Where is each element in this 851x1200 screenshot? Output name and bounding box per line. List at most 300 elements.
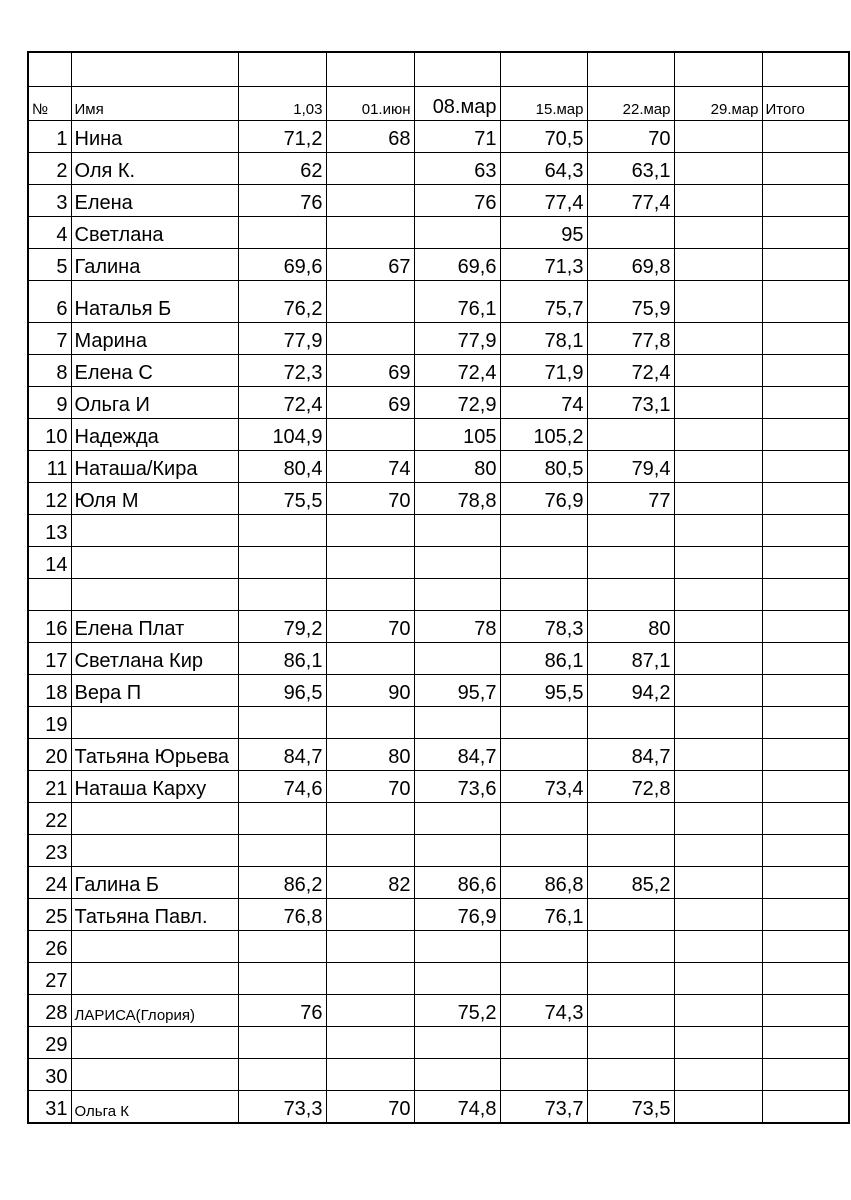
weight-cell[interactable]: 71,3 bbox=[500, 249, 587, 281]
weight-cell[interactable]: 76,9 bbox=[414, 899, 500, 931]
weight-cell[interactable]: 82 bbox=[326, 867, 414, 899]
weight-cell[interactable] bbox=[762, 803, 849, 835]
weight-cell[interactable] bbox=[762, 419, 849, 451]
weight-cell[interactable]: 69,6 bbox=[238, 249, 326, 281]
row-number-cell[interactable]: 2 bbox=[28, 153, 71, 185]
weight-cell[interactable]: 80 bbox=[414, 451, 500, 483]
weight-cell[interactable]: 69,6 bbox=[414, 249, 500, 281]
weight-cell[interactable]: 77,9 bbox=[414, 323, 500, 355]
name-cell[interactable]: Татьяна Павл. bbox=[71, 899, 238, 931]
row-number-cell[interactable]: 13 bbox=[28, 515, 71, 547]
weight-cell[interactable] bbox=[326, 1059, 414, 1091]
weight-cell[interactable] bbox=[762, 323, 849, 355]
name-cell[interactable]: Наташа Карху bbox=[71, 771, 238, 803]
table-row bbox=[28, 483, 849, 515]
weight-cell[interactable] bbox=[674, 547, 762, 579]
weight-cell[interactable] bbox=[762, 611, 849, 643]
weight-cell[interactable]: 68 bbox=[326, 121, 414, 153]
weight-cell[interactable] bbox=[674, 899, 762, 931]
weight-cell[interactable]: 72,4 bbox=[587, 355, 674, 387]
weight-cell[interactable]: 76,1 bbox=[414, 281, 500, 323]
weight-cell[interactable]: 73,1 bbox=[587, 387, 674, 419]
weight-cell[interactable] bbox=[762, 899, 849, 931]
empty-cell[interactable] bbox=[238, 52, 326, 87]
weight-cell[interactable] bbox=[238, 931, 326, 963]
name-cell[interactable]: Галина bbox=[71, 249, 238, 281]
weight-cell[interactable] bbox=[762, 771, 849, 803]
weight-cell[interactable]: 94,2 bbox=[587, 675, 674, 707]
weight-cell[interactable]: 71,9 bbox=[500, 355, 587, 387]
header-date[interactable]: 01.июн bbox=[326, 87, 414, 121]
weight-cell[interactable] bbox=[674, 323, 762, 355]
weight-cell[interactable] bbox=[674, 281, 762, 323]
weight-cell[interactable]: 84,7 bbox=[238, 739, 326, 771]
name-cell[interactable]: Елена bbox=[71, 185, 238, 217]
weight-cell[interactable] bbox=[326, 835, 414, 867]
weight-cell[interactable] bbox=[587, 835, 674, 867]
weight-cell[interactable] bbox=[500, 1027, 587, 1059]
weight-cell[interactable]: 73,5 bbox=[587, 1091, 674, 1123]
weight-cell[interactable]: 75,5 bbox=[238, 483, 326, 515]
row-number-cell[interactable]: 3 bbox=[28, 185, 71, 217]
weight-cell[interactable] bbox=[326, 419, 414, 451]
weight-cell[interactable]: 76,8 bbox=[238, 899, 326, 931]
weight-cell[interactable] bbox=[674, 803, 762, 835]
weight-cell[interactable] bbox=[674, 483, 762, 515]
weight-cell[interactable] bbox=[326, 803, 414, 835]
weight-cell[interactable]: 69,8 bbox=[587, 249, 674, 281]
header-date[interactable]: 29.мар bbox=[674, 87, 762, 121]
weight-cell[interactable] bbox=[762, 707, 849, 739]
weight-cell[interactable] bbox=[762, 547, 849, 579]
weight-cell[interactable] bbox=[326, 515, 414, 547]
name-cell[interactable] bbox=[71, 803, 238, 835]
name-cell[interactable] bbox=[71, 963, 238, 995]
name-cell[interactable]: Елена С bbox=[71, 355, 238, 387]
weight-cell[interactable] bbox=[414, 547, 500, 579]
empty-cell[interactable] bbox=[414, 52, 500, 87]
weight-cell[interactable] bbox=[587, 995, 674, 1027]
weight-cell[interactable] bbox=[762, 483, 849, 515]
weight-cell[interactable] bbox=[326, 579, 414, 611]
row-number-cell[interactable]: 12 bbox=[28, 483, 71, 515]
name-cell[interactable]: Марина bbox=[71, 323, 238, 355]
weight-cell[interactable]: 72,8 bbox=[587, 771, 674, 803]
row-number-cell[interactable]: 21 bbox=[28, 771, 71, 803]
name-cell[interactable]: Ольга К bbox=[71, 1091, 238, 1123]
empty-cell[interactable] bbox=[674, 52, 762, 87]
weight-cell[interactable]: 76 bbox=[238, 185, 326, 217]
row-number-cell[interactable]: 8 bbox=[28, 355, 71, 387]
weight-cell[interactable] bbox=[762, 867, 849, 899]
weight-cell[interactable]: 69 bbox=[326, 355, 414, 387]
weight-cell[interactable] bbox=[238, 547, 326, 579]
weight-cell[interactable]: 76,9 bbox=[500, 483, 587, 515]
weight-cell[interactable] bbox=[238, 835, 326, 867]
weight-cell[interactable]: 104,9 bbox=[238, 419, 326, 451]
weight-cell[interactable]: 86,8 bbox=[500, 867, 587, 899]
weight-cell[interactable] bbox=[414, 963, 500, 995]
weight-cell[interactable] bbox=[674, 419, 762, 451]
weight-cell[interactable]: 78,8 bbox=[414, 483, 500, 515]
weight-cell[interactable] bbox=[674, 451, 762, 483]
weight-cell[interactable] bbox=[326, 1027, 414, 1059]
weight-cell[interactable]: 70 bbox=[587, 121, 674, 153]
weight-cell[interactable]: 73,6 bbox=[414, 771, 500, 803]
name-cell[interactable]: Наташа/Кира bbox=[71, 451, 238, 483]
weight-cell[interactable] bbox=[587, 515, 674, 547]
weight-cell[interactable]: 78,3 bbox=[500, 611, 587, 643]
name-cell[interactable]: Наталья Б bbox=[71, 281, 238, 323]
row-number-cell[interactable]: 7 bbox=[28, 323, 71, 355]
weight-cell[interactable]: 80 bbox=[587, 611, 674, 643]
weight-cell[interactable] bbox=[414, 217, 500, 249]
weight-cell[interactable]: 86,6 bbox=[414, 867, 500, 899]
weight-cell[interactable] bbox=[326, 153, 414, 185]
weight-cell[interactable]: 76,2 bbox=[238, 281, 326, 323]
weight-cell[interactable] bbox=[414, 1059, 500, 1091]
weight-cell[interactable]: 72,4 bbox=[238, 387, 326, 419]
weight-cell[interactable]: 74,8 bbox=[414, 1091, 500, 1123]
empty-cell[interactable] bbox=[587, 52, 674, 87]
name-cell[interactable]: ЛАРИСА(Глория) bbox=[71, 995, 238, 1027]
weight-cell[interactable] bbox=[674, 867, 762, 899]
weight-cell[interactable] bbox=[674, 643, 762, 675]
header-number[interactable]: № bbox=[28, 87, 71, 121]
weight-cell[interactable]: 105,2 bbox=[500, 419, 587, 451]
weight-cell[interactable]: 73,3 bbox=[238, 1091, 326, 1123]
weight-cell[interactable]: 77,4 bbox=[587, 185, 674, 217]
name-cell[interactable] bbox=[71, 579, 238, 611]
weight-cell[interactable]: 77,4 bbox=[500, 185, 587, 217]
empty-cell[interactable] bbox=[762, 52, 849, 87]
row-number-cell[interactable]: 1 bbox=[28, 121, 71, 153]
header-name[interactable]: Имя bbox=[71, 87, 238, 121]
weight-cell[interactable] bbox=[500, 547, 587, 579]
row-number-cell[interactable]: 17 bbox=[28, 643, 71, 675]
weight-cell[interactable] bbox=[674, 185, 762, 217]
empty-cell[interactable] bbox=[28, 52, 71, 87]
name-cell[interactable] bbox=[71, 931, 238, 963]
weight-cell[interactable]: 72,9 bbox=[414, 387, 500, 419]
weight-cell[interactable] bbox=[587, 963, 674, 995]
row-number-cell[interactable]: 27 bbox=[28, 963, 71, 995]
weight-cell[interactable] bbox=[762, 931, 849, 963]
weight-cell[interactable] bbox=[326, 281, 414, 323]
weight-cell[interactable]: 95 bbox=[500, 217, 587, 249]
row-number-cell[interactable] bbox=[28, 579, 71, 611]
row-number-cell[interactable]: 23 bbox=[28, 835, 71, 867]
weight-cell[interactable] bbox=[238, 515, 326, 547]
weight-cell[interactable]: 85,2 bbox=[587, 867, 674, 899]
weight-cell[interactable] bbox=[674, 217, 762, 249]
weight-cell[interactable] bbox=[238, 803, 326, 835]
name-cell[interactable] bbox=[71, 547, 238, 579]
weight-cell[interactable] bbox=[326, 707, 414, 739]
weight-cell[interactable] bbox=[674, 1027, 762, 1059]
weight-cell[interactable] bbox=[762, 387, 849, 419]
weight-cell[interactable]: 69 bbox=[326, 387, 414, 419]
weight-cell[interactable]: 79,4 bbox=[587, 451, 674, 483]
name-cell[interactable]: Светлана Кир bbox=[71, 643, 238, 675]
row-number-cell[interactable]: 30 bbox=[28, 1059, 71, 1091]
weight-cell[interactable] bbox=[326, 643, 414, 675]
weight-cell[interactable] bbox=[414, 515, 500, 547]
weight-cell[interactable] bbox=[238, 1027, 326, 1059]
weight-cell[interactable] bbox=[762, 995, 849, 1027]
name-cell[interactable] bbox=[71, 515, 238, 547]
weight-cell[interactable] bbox=[500, 803, 587, 835]
weight-cell[interactable] bbox=[500, 739, 587, 771]
weight-cell[interactable] bbox=[500, 963, 587, 995]
row-number-cell[interactable]: 31 bbox=[28, 1091, 71, 1123]
weight-cell[interactable] bbox=[326, 995, 414, 1027]
weight-cell[interactable] bbox=[500, 579, 587, 611]
weight-cell[interactable] bbox=[674, 963, 762, 995]
weight-cell[interactable] bbox=[762, 1027, 849, 1059]
weight-cell[interactable]: 80 bbox=[326, 739, 414, 771]
row-number-cell[interactable]: 24 bbox=[28, 867, 71, 899]
row-number-cell[interactable]: 29 bbox=[28, 1027, 71, 1059]
weight-cell[interactable]: 95,7 bbox=[414, 675, 500, 707]
weight-cell[interactable]: 73,7 bbox=[500, 1091, 587, 1123]
weight-cell[interactable]: 73,4 bbox=[500, 771, 587, 803]
weight-cell[interactable] bbox=[762, 355, 849, 387]
name-cell[interactable]: Ольга И bbox=[71, 387, 238, 419]
row-number-cell[interactable]: 25 bbox=[28, 899, 71, 931]
weight-cell[interactable]: 75,2 bbox=[414, 995, 500, 1027]
weight-cell[interactable] bbox=[674, 771, 762, 803]
weight-cell[interactable] bbox=[414, 803, 500, 835]
weight-cell[interactable]: 74 bbox=[500, 387, 587, 419]
weight-cell[interactable]: 74,3 bbox=[500, 995, 587, 1027]
weight-cell[interactable] bbox=[674, 995, 762, 1027]
weight-cell[interactable]: 70 bbox=[326, 611, 414, 643]
weight-cell[interactable]: 96,5 bbox=[238, 675, 326, 707]
weight-cell[interactable] bbox=[587, 547, 674, 579]
weight-cell[interactable] bbox=[762, 249, 849, 281]
header-date[interactable]: 1,03 bbox=[238, 87, 326, 121]
weight-cell[interactable]: 80,5 bbox=[500, 451, 587, 483]
weight-cell[interactable] bbox=[674, 121, 762, 153]
row-number-cell[interactable]: 22 bbox=[28, 803, 71, 835]
row-number-cell[interactable]: 5 bbox=[28, 249, 71, 281]
weight-cell[interactable] bbox=[414, 1027, 500, 1059]
weight-cell[interactable] bbox=[762, 1059, 849, 1091]
weight-cell[interactable]: 71 bbox=[414, 121, 500, 153]
row-number-cell[interactable]: 9 bbox=[28, 387, 71, 419]
weight-cell[interactable]: 76 bbox=[238, 995, 326, 1027]
weight-cell[interactable] bbox=[414, 931, 500, 963]
weight-cell[interactable] bbox=[238, 217, 326, 249]
weight-cell[interactable]: 78 bbox=[414, 611, 500, 643]
row-number-cell[interactable]: 19 bbox=[28, 707, 71, 739]
row-number-cell[interactable]: 26 bbox=[28, 931, 71, 963]
weight-cell[interactable] bbox=[762, 1091, 849, 1123]
weight-cell[interactable] bbox=[762, 281, 849, 323]
weight-cell[interactable]: 72,3 bbox=[238, 355, 326, 387]
weight-cell[interactable] bbox=[414, 707, 500, 739]
weight-cell[interactable] bbox=[587, 803, 674, 835]
weight-cell[interactable] bbox=[326, 323, 414, 355]
weight-cell[interactable] bbox=[500, 1059, 587, 1091]
name-cell[interactable]: Галина Б bbox=[71, 867, 238, 899]
name-cell[interactable] bbox=[71, 1027, 238, 1059]
weight-cell[interactable]: 84,7 bbox=[414, 739, 500, 771]
row-number-cell[interactable]: 6 bbox=[28, 281, 71, 323]
weight-cell[interactable]: 84,7 bbox=[587, 739, 674, 771]
weight-cell[interactable]: 75,7 bbox=[500, 281, 587, 323]
weight-cell[interactable]: 72,4 bbox=[414, 355, 500, 387]
weight-cell[interactable]: 63,1 bbox=[587, 153, 674, 185]
name-cell[interactable]: Юля М bbox=[71, 483, 238, 515]
weight-cell[interactable]: 70 bbox=[326, 483, 414, 515]
weight-cell[interactable]: 77,8 bbox=[587, 323, 674, 355]
empty-cell[interactable] bbox=[71, 52, 238, 87]
weight-cell[interactable]: 64,3 bbox=[500, 153, 587, 185]
weight-cell[interactable] bbox=[762, 217, 849, 249]
weight-cell[interactable]: 63 bbox=[414, 153, 500, 185]
header-total[interactable]: Итого bbox=[762, 87, 849, 121]
weight-cell[interactable] bbox=[238, 963, 326, 995]
weight-cell[interactable] bbox=[762, 153, 849, 185]
weight-cell[interactable] bbox=[762, 835, 849, 867]
row-number-cell[interactable]: 11 bbox=[28, 451, 71, 483]
weight-cell[interactable] bbox=[674, 515, 762, 547]
header-date[interactable]: 22.мар bbox=[587, 87, 674, 121]
weight-cell[interactable]: 87,1 bbox=[587, 643, 674, 675]
weight-cell[interactable] bbox=[587, 217, 674, 249]
name-cell[interactable] bbox=[71, 1059, 238, 1091]
weight-cell[interactable] bbox=[674, 611, 762, 643]
empty-cell[interactable] bbox=[326, 52, 414, 87]
empty-cell[interactable] bbox=[500, 52, 587, 87]
weight-cell[interactable]: 74 bbox=[326, 451, 414, 483]
weight-cell[interactable]: 75,9 bbox=[587, 281, 674, 323]
name-cell[interactable] bbox=[71, 707, 238, 739]
row-number-cell[interactable]: 4 bbox=[28, 217, 71, 249]
weight-cell[interactable] bbox=[762, 579, 849, 611]
weight-cell[interactable] bbox=[587, 579, 674, 611]
weight-cell[interactable]: 77 bbox=[587, 483, 674, 515]
name-cell[interactable] bbox=[71, 835, 238, 867]
weight-cell[interactable] bbox=[674, 579, 762, 611]
weight-cell[interactable]: 76,1 bbox=[500, 899, 587, 931]
weight-cell[interactable] bbox=[674, 153, 762, 185]
table-row bbox=[28, 643, 849, 675]
weight-cell[interactable] bbox=[238, 1059, 326, 1091]
weight-cell[interactable]: 67 bbox=[326, 249, 414, 281]
weight-cell[interactable] bbox=[762, 963, 849, 995]
weight-cell[interactable] bbox=[674, 835, 762, 867]
name-cell[interactable]: Светлана bbox=[71, 217, 238, 249]
weight-cell[interactable] bbox=[500, 515, 587, 547]
weight-cell[interactable]: 70 bbox=[326, 771, 414, 803]
weight-cell[interactable] bbox=[326, 547, 414, 579]
header-date[interactable]: 08.мар bbox=[414, 87, 500, 121]
weight-cell[interactable] bbox=[762, 515, 849, 547]
weight-cell[interactable] bbox=[674, 675, 762, 707]
weight-cell[interactable]: 86,2 bbox=[238, 867, 326, 899]
weight-cell[interactable] bbox=[587, 931, 674, 963]
weight-cell[interactable] bbox=[762, 185, 849, 217]
row-number-cell[interactable]: 14 bbox=[28, 547, 71, 579]
weight-cell[interactable] bbox=[674, 355, 762, 387]
weight-cell[interactable] bbox=[326, 899, 414, 931]
weight-cell[interactable]: 76 bbox=[414, 185, 500, 217]
name-cell[interactable]: Надежда bbox=[71, 419, 238, 451]
weight-cell[interactable] bbox=[500, 835, 587, 867]
weight-cell[interactable] bbox=[500, 931, 587, 963]
weight-cell[interactable] bbox=[238, 579, 326, 611]
weight-cell[interactable] bbox=[762, 739, 849, 771]
table-row bbox=[28, 323, 849, 355]
weight-cell[interactable] bbox=[414, 643, 500, 675]
weight-cell[interactable] bbox=[762, 675, 849, 707]
weight-cell[interactable] bbox=[326, 185, 414, 217]
weight-cell[interactable]: 70,5 bbox=[500, 121, 587, 153]
row-number-cell[interactable]: 10 bbox=[28, 419, 71, 451]
weight-cell[interactable]: 86,1 bbox=[500, 643, 587, 675]
row-number-cell[interactable]: 20 bbox=[28, 739, 71, 771]
weight-cell[interactable] bbox=[674, 1091, 762, 1123]
weight-cell[interactable] bbox=[587, 899, 674, 931]
name-cell[interactable]: Елена Плат bbox=[71, 611, 238, 643]
header-date[interactable]: 15.мар bbox=[500, 87, 587, 121]
weight-cell[interactable]: 95,5 bbox=[500, 675, 587, 707]
weight-cell[interactable] bbox=[326, 963, 414, 995]
weight-cell[interactable] bbox=[414, 835, 500, 867]
weight-cell[interactable]: 90 bbox=[326, 675, 414, 707]
weight-cell[interactable]: 78,1 bbox=[500, 323, 587, 355]
weight-cell[interactable]: 79,2 bbox=[238, 611, 326, 643]
weight-cell[interactable] bbox=[762, 643, 849, 675]
weight-cell[interactable] bbox=[674, 931, 762, 963]
weight-cell[interactable] bbox=[326, 931, 414, 963]
weight-cell[interactable]: 86,1 bbox=[238, 643, 326, 675]
row-number-cell[interactable]: 28 bbox=[28, 995, 71, 1027]
weight-cell[interactable] bbox=[674, 1059, 762, 1091]
weight-cell[interactable] bbox=[587, 419, 674, 451]
weight-cell[interactable] bbox=[500, 707, 587, 739]
weight-cell[interactable] bbox=[674, 387, 762, 419]
weight-cell[interactable]: 105 bbox=[414, 419, 500, 451]
weight-cell[interactable] bbox=[587, 707, 674, 739]
weight-cell[interactable] bbox=[587, 1059, 674, 1091]
weight-cell[interactable] bbox=[762, 451, 849, 483]
name-cell[interactable]: Оля К. bbox=[71, 153, 238, 185]
row-number-cell[interactable]: 16 bbox=[28, 611, 71, 643]
name-cell[interactable]: Нина bbox=[71, 121, 238, 153]
weight-cell[interactable] bbox=[674, 707, 762, 739]
row-number-cell[interactable]: 18 bbox=[28, 675, 71, 707]
weight-cell[interactable] bbox=[414, 579, 500, 611]
weight-cell[interactable] bbox=[674, 739, 762, 771]
weight-cell[interactable]: 62 bbox=[238, 153, 326, 185]
weight-cell[interactable] bbox=[326, 217, 414, 249]
weight-cell[interactable] bbox=[238, 707, 326, 739]
weight-cell[interactable]: 80,4 bbox=[238, 451, 326, 483]
weight-cell[interactable]: 71,2 bbox=[238, 121, 326, 153]
weight-cell[interactable]: 77,9 bbox=[238, 323, 326, 355]
weight-cell[interactable] bbox=[587, 1027, 674, 1059]
weight-cell[interactable]: 74,6 bbox=[238, 771, 326, 803]
name-cell[interactable]: Вера П bbox=[71, 675, 238, 707]
name-cell[interactable]: Татьяна Юрьева bbox=[71, 739, 238, 771]
weight-cell[interactable] bbox=[674, 249, 762, 281]
weight-cell[interactable] bbox=[762, 121, 849, 153]
weight-cell[interactable]: 70 bbox=[326, 1091, 414, 1123]
